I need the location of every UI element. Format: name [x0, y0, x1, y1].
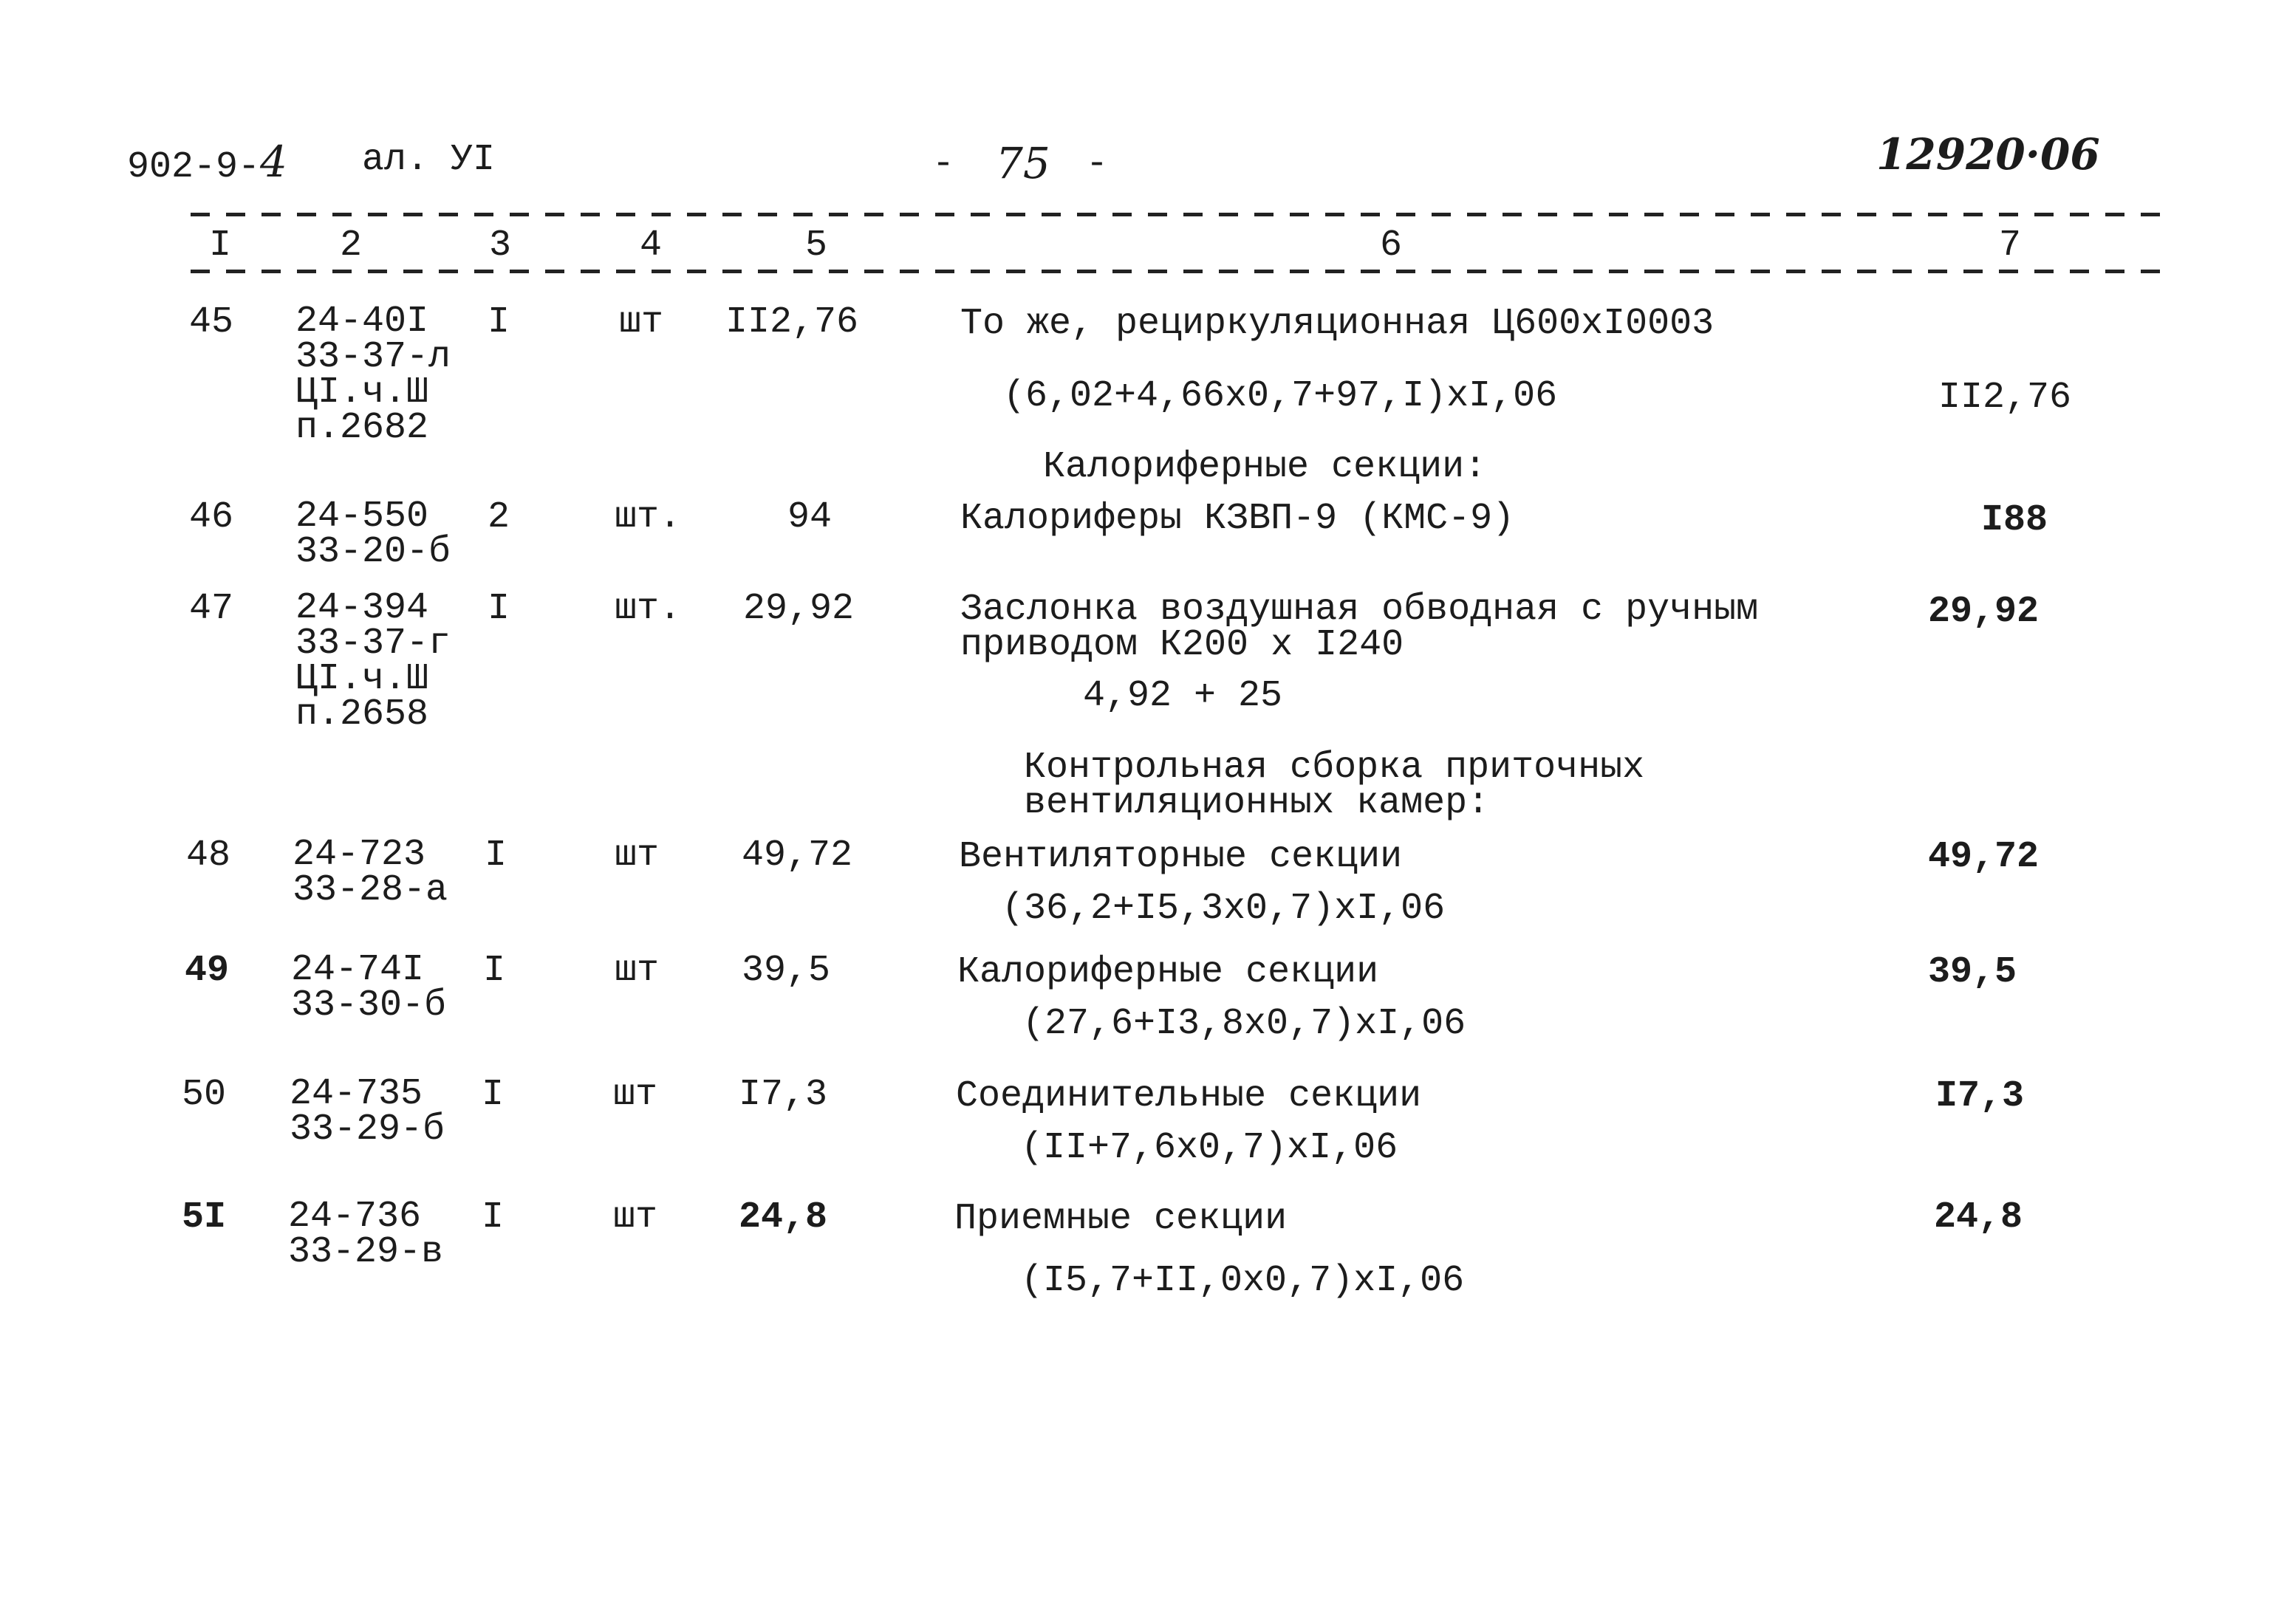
row-number: 50 [182, 1074, 227, 1116]
norm-code-line: 33-29-в [288, 1231, 444, 1273]
description [960, 589, 1759, 666]
norm-code-line: 24-74I [291, 949, 425, 991]
norm-code-line: 33-20-б [295, 531, 451, 573]
document-code-handwritten: 4 [260, 137, 287, 187]
header-rule-top [191, 213, 2161, 216]
total: 49,72 [1928, 836, 2040, 878]
norm-code-line: 24-550 [295, 496, 429, 538]
formula: (36,2+I5,3х0,7)хI,06 [1002, 888, 1446, 930]
column-header-3: 3 [489, 225, 512, 267]
row-number: 46 [189, 496, 234, 538]
quantity: I [482, 1074, 505, 1116]
quantity: I [483, 950, 506, 992]
total: I7,3 [1935, 1075, 2025, 1117]
norm-code-line: 24-735 [290, 1073, 423, 1115]
unit: шт [615, 835, 660, 877]
total: 39,5 [1928, 951, 2017, 993]
quantity: I [488, 301, 510, 343]
norm-code [291, 949, 447, 1027]
norm-code-line: п.2658 [295, 693, 429, 736]
formula: (II+7,6х0,7)хI,06 [1021, 1127, 1398, 1169]
total: 24,8 [1934, 1196, 2023, 1238]
norm-code-line: 24-723 [293, 834, 426, 876]
document-code-prefix: 902-9- [127, 146, 261, 188]
norm-code-line: п.2682 [295, 407, 429, 449]
album-label: ал. УI [362, 139, 496, 181]
norm-code [295, 301, 451, 449]
norm-code [288, 1196, 444, 1273]
formula: (6,02+4,66х0,7+97,I)хI,06 [1003, 375, 1558, 417]
unit-price: 39,5 [742, 950, 831, 992]
norm-code-line: 24-40I [295, 301, 429, 343]
column-header-5: 5 [805, 225, 828, 267]
norm-code [295, 587, 451, 736]
norm-code [295, 496, 451, 573]
norm-code-line: 33-28-а [293, 869, 448, 911]
norm-code [290, 1073, 445, 1151]
description: То же, рециркуляционная Ц600хI0003 [960, 303, 1715, 345]
unit-price: II2,76 [725, 301, 859, 343]
page-number-dash-left: - [932, 143, 955, 185]
norm-code-line: ЦI.ч.Ш [295, 371, 429, 414]
unit-price: I7,3 [739, 1074, 828, 1116]
document-number: 12920·06 [1876, 129, 2100, 179]
norm-code-line: 33-30-б [291, 984, 447, 1027]
unit-price: 94 [787, 496, 833, 538]
description: Калориферные секции [957, 951, 1379, 993]
unit-price: 24,8 [739, 1196, 828, 1238]
description-line: приводом К200 х I240 [960, 624, 1404, 666]
unit-price: 29,92 [743, 588, 855, 630]
section-heading: Калориферные секции: [1043, 446, 1487, 488]
norm-code-line: ЦI.ч.Ш [295, 658, 429, 700]
norm-code-line: 33-37-г [295, 623, 451, 665]
header-rule-bottom [191, 270, 2161, 273]
description-line: Заслонка воздушная обводная с ручным [960, 589, 1759, 631]
quantity: I [488, 588, 510, 630]
column-header-1: I [209, 225, 232, 267]
column-header-6: 6 [1380, 225, 1403, 267]
quantity: 2 [488, 496, 510, 538]
total: I88 [1981, 499, 2048, 541]
row-number: 48 [186, 835, 231, 877]
quantity: I [482, 1196, 505, 1238]
unit-price: 49,72 [742, 835, 853, 877]
unit: шт. [615, 496, 682, 538]
page-number-dash-right: - [1086, 143, 1109, 185]
row-number: 47 [189, 588, 234, 630]
formula: (I5,7+II,0х0,7)хI,06 [1021, 1260, 1465, 1302]
total: 29,92 [1928, 591, 2040, 633]
description: Калориферы КЗВП-9 (КМС-9) [960, 498, 1515, 540]
quantity: I [485, 835, 507, 877]
row-number: 5I [182, 1196, 227, 1238]
description: Вентиляторные секции [959, 836, 1403, 878]
norm-code [293, 834, 448, 911]
section-heading-line: Контрольная сборка приточных [1024, 747, 1645, 789]
unit: шт [615, 950, 660, 992]
unit: шт [619, 301, 664, 343]
formula: (27,6+I3,8х0,7)хI,06 [1022, 1003, 1466, 1045]
norm-code-line: 33-29-б [290, 1109, 445, 1151]
norm-code-line: 33-37-л [295, 336, 451, 378]
page-number: 75 [996, 138, 1050, 188]
section-heading [1024, 747, 1645, 824]
description: Соединительные секции [956, 1075, 1422, 1117]
column-header-2: 2 [340, 225, 363, 267]
section-heading-line: вентиляционных камер: [1024, 782, 1490, 824]
column-header-7: 7 [1999, 225, 2022, 267]
row-number: 45 [189, 301, 234, 343]
formula: 4,92 + 25 [1083, 675, 1283, 717]
total: II2,76 [1938, 377, 2072, 419]
norm-code-line: 24-394 [295, 587, 429, 629]
row-number: 49 [185, 950, 230, 992]
description: Приемные секции [954, 1198, 1288, 1240]
norm-code-line: 24-736 [288, 1196, 422, 1238]
unit: шт [613, 1074, 658, 1116]
document-code [127, 137, 287, 188]
column-header-4: 4 [640, 225, 663, 267]
unit: шт [613, 1196, 658, 1238]
unit: шт. [615, 588, 682, 630]
